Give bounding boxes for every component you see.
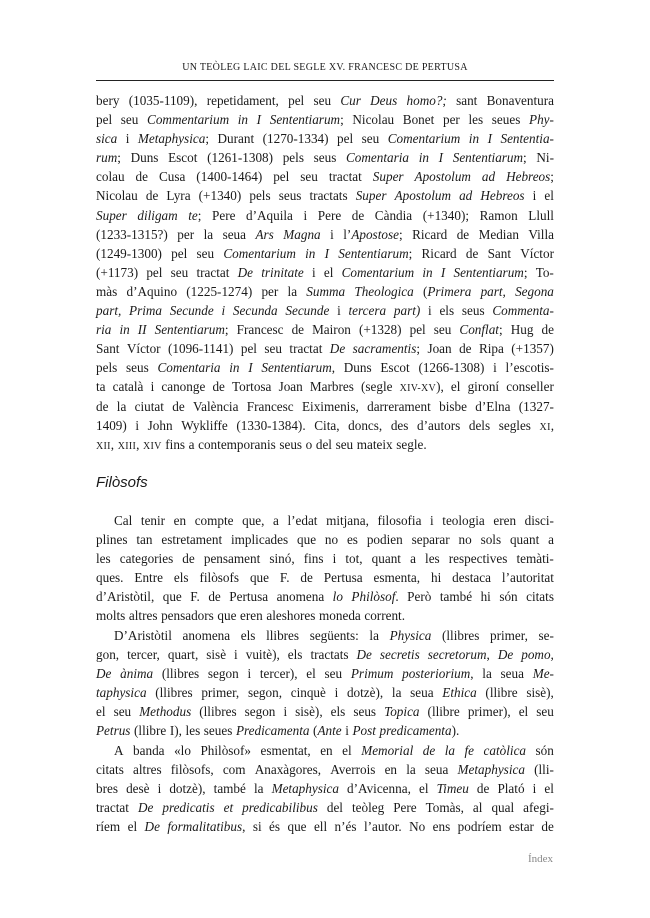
- text-line: tractat De predicatis et predicabilibus del teòleg Pere Tomàs, al qual afegi-: [96, 800, 554, 816]
- text-line: plines tan estretament implicades que no es podien separar no sols quant a: [96, 532, 554, 548]
- text-line: Sant Víctor (1096-1141) pel seu tractat De sacramentis; Joan de Ripa (+1357): [96, 341, 554, 357]
- text-line: part, Prima Secunde i Secunda Secunde i tercera part) i els seus Commenta-: [96, 303, 554, 319]
- text-line: màs d’Aquino (1225-1274) per la Summa Theologica (Primera part, Segona: [96, 283, 554, 299]
- paragraph-3: [96, 626, 554, 741]
- text-line: Super diligam te; Pere d’Aquila i Pere de Càndia (+1340); Ramon Llull: [96, 207, 554, 223]
- text-line: colau de Cusa (1400-1464) pel seu tractat Super Apostolum ad Hebreos;: [96, 169, 554, 185]
- text-line: pel seu Commentarium in I Sententiarum; Nicolau Bonet per les seues Phy-: [96, 112, 554, 128]
- text-line: de la ciutat de València Francesc Eiximenis, darrerament bisbe d’Elna (1327-: [96, 398, 554, 414]
- text-line: rum; Duns Escot (1261-1308) pels seus Comentaria in I Sententiarum; Ni-: [96, 150, 554, 166]
- text-line: bery (1035-1109), repetidament, pel seu Cur Deus homo?; sant Bonaventura: [96, 93, 554, 108]
- text-line: ques. Entre els filòsofs que F. de Pertusa esmenta, hi destaca l’autoritat: [96, 570, 554, 586]
- text-line: molts altres pensadors que eren aleshores moneda corrent.: [96, 608, 405, 624]
- text-line: taphysica (llibres primer, segon, cinquè i dotzè), la seua Ethica (llibre sisè),: [96, 685, 554, 701]
- text-line: d’Aristòtil, que F. de Pertusa anomena lo Philòsof. Però també hi són citats: [96, 589, 554, 605]
- paragraph-1: [96, 91, 554, 454]
- text-line: 1409) i John Wykliffe (1330-1384). Cita, doncs, des d’autors dels segles XI,: [96, 417, 554, 433]
- index-link[interactable]: Índex: [528, 853, 554, 865]
- text-line: ríem el De formalitatibus, si és que ell n’és l’autor. No ens podríem estar de: [96, 819, 554, 835]
- section-heading: Filòsofs: [96, 474, 148, 491]
- text-line: sica i Metaphysica; Durant (1270-1334) pel seu Comentarium in I Sententia-: [96, 131, 554, 147]
- text-line: gon, tercer, quart, sisè i vuitè), els tractats De secretis secretorum, De pomo,: [96, 647, 554, 663]
- paragraph-4: [96, 741, 554, 836]
- text-line: (+1173) pel seu tractat De trinitate i el Comentarium in I Sententiarum; To-: [96, 264, 554, 280]
- text-line: XII, XIII, XIV fins a contemporanis seus o del seu mateix segle.: [96, 436, 427, 452]
- header-rule: [96, 80, 554, 81]
- text-line: el seu Methodus (llibres segon i sisè), els seus Topica (llibre primer), el seu: [96, 704, 554, 720]
- text-line: D’Aristòtil anomena els llibres següents: la Physica (llibres primer, se-: [114, 628, 554, 643]
- text-line: De ànima (llibres segon i tercer), el seu Primum posteriorium, la seua Me-: [96, 666, 554, 682]
- text-line: Nicolau de Lyra (+1340) pels seus tractats Super Apostolum ad Hebreos i el: [96, 188, 554, 204]
- paragraph-2: [96, 511, 554, 626]
- text-line: A banda «lo Philòsof» esmentat, en el Memorial de la fe catòlica són: [114, 743, 554, 758]
- text-line: ria in II Sententiarum; Francesc de Mairon (+1328) pel seu Conflat; Hug de: [96, 322, 554, 338]
- text-line: pels seus Comentaria in I Sententiarum, Duns Escot (1266-1308) i l’escotis-: [96, 360, 554, 376]
- text-line: citats altres filòsofs, com Anaxàgores, Averrois en la seua Metaphysica (lli-: [96, 762, 554, 778]
- text-line: (1249-1300) pel seu Comentarium in I Sententiarum; Ricard de Sant Víctor: [96, 245, 554, 261]
- text-line: ta català i canonge de Tortosa Joan Marbres (segle XIV-XV), el gironí conseller: [96, 379, 554, 395]
- text-line: (1233-1315?) per la seua Ars Magna i l’Apostose; Ricard de Median Villa: [96, 226, 554, 242]
- text-line: Cal tenir en compte que, a l’edat mitjana, filosofia i teologia eren disci-: [114, 513, 554, 528]
- text-line: Petrus (llibre I), les seues Predicamenta (Ante i Post predicamenta).: [96, 723, 460, 739]
- text-line: bres desè i dotzè), també la Metaphysica d’Avicenna, el Timeu de Plató i el: [96, 781, 554, 797]
- running-head: UN TEÒLEG LAIC DEL SEGLE XV. FRANCESC DE PERTUSA: [182, 62, 468, 73]
- text-line: les categories de pensament sinó, fins i tot, quant a les respectives temàti-: [96, 551, 554, 567]
